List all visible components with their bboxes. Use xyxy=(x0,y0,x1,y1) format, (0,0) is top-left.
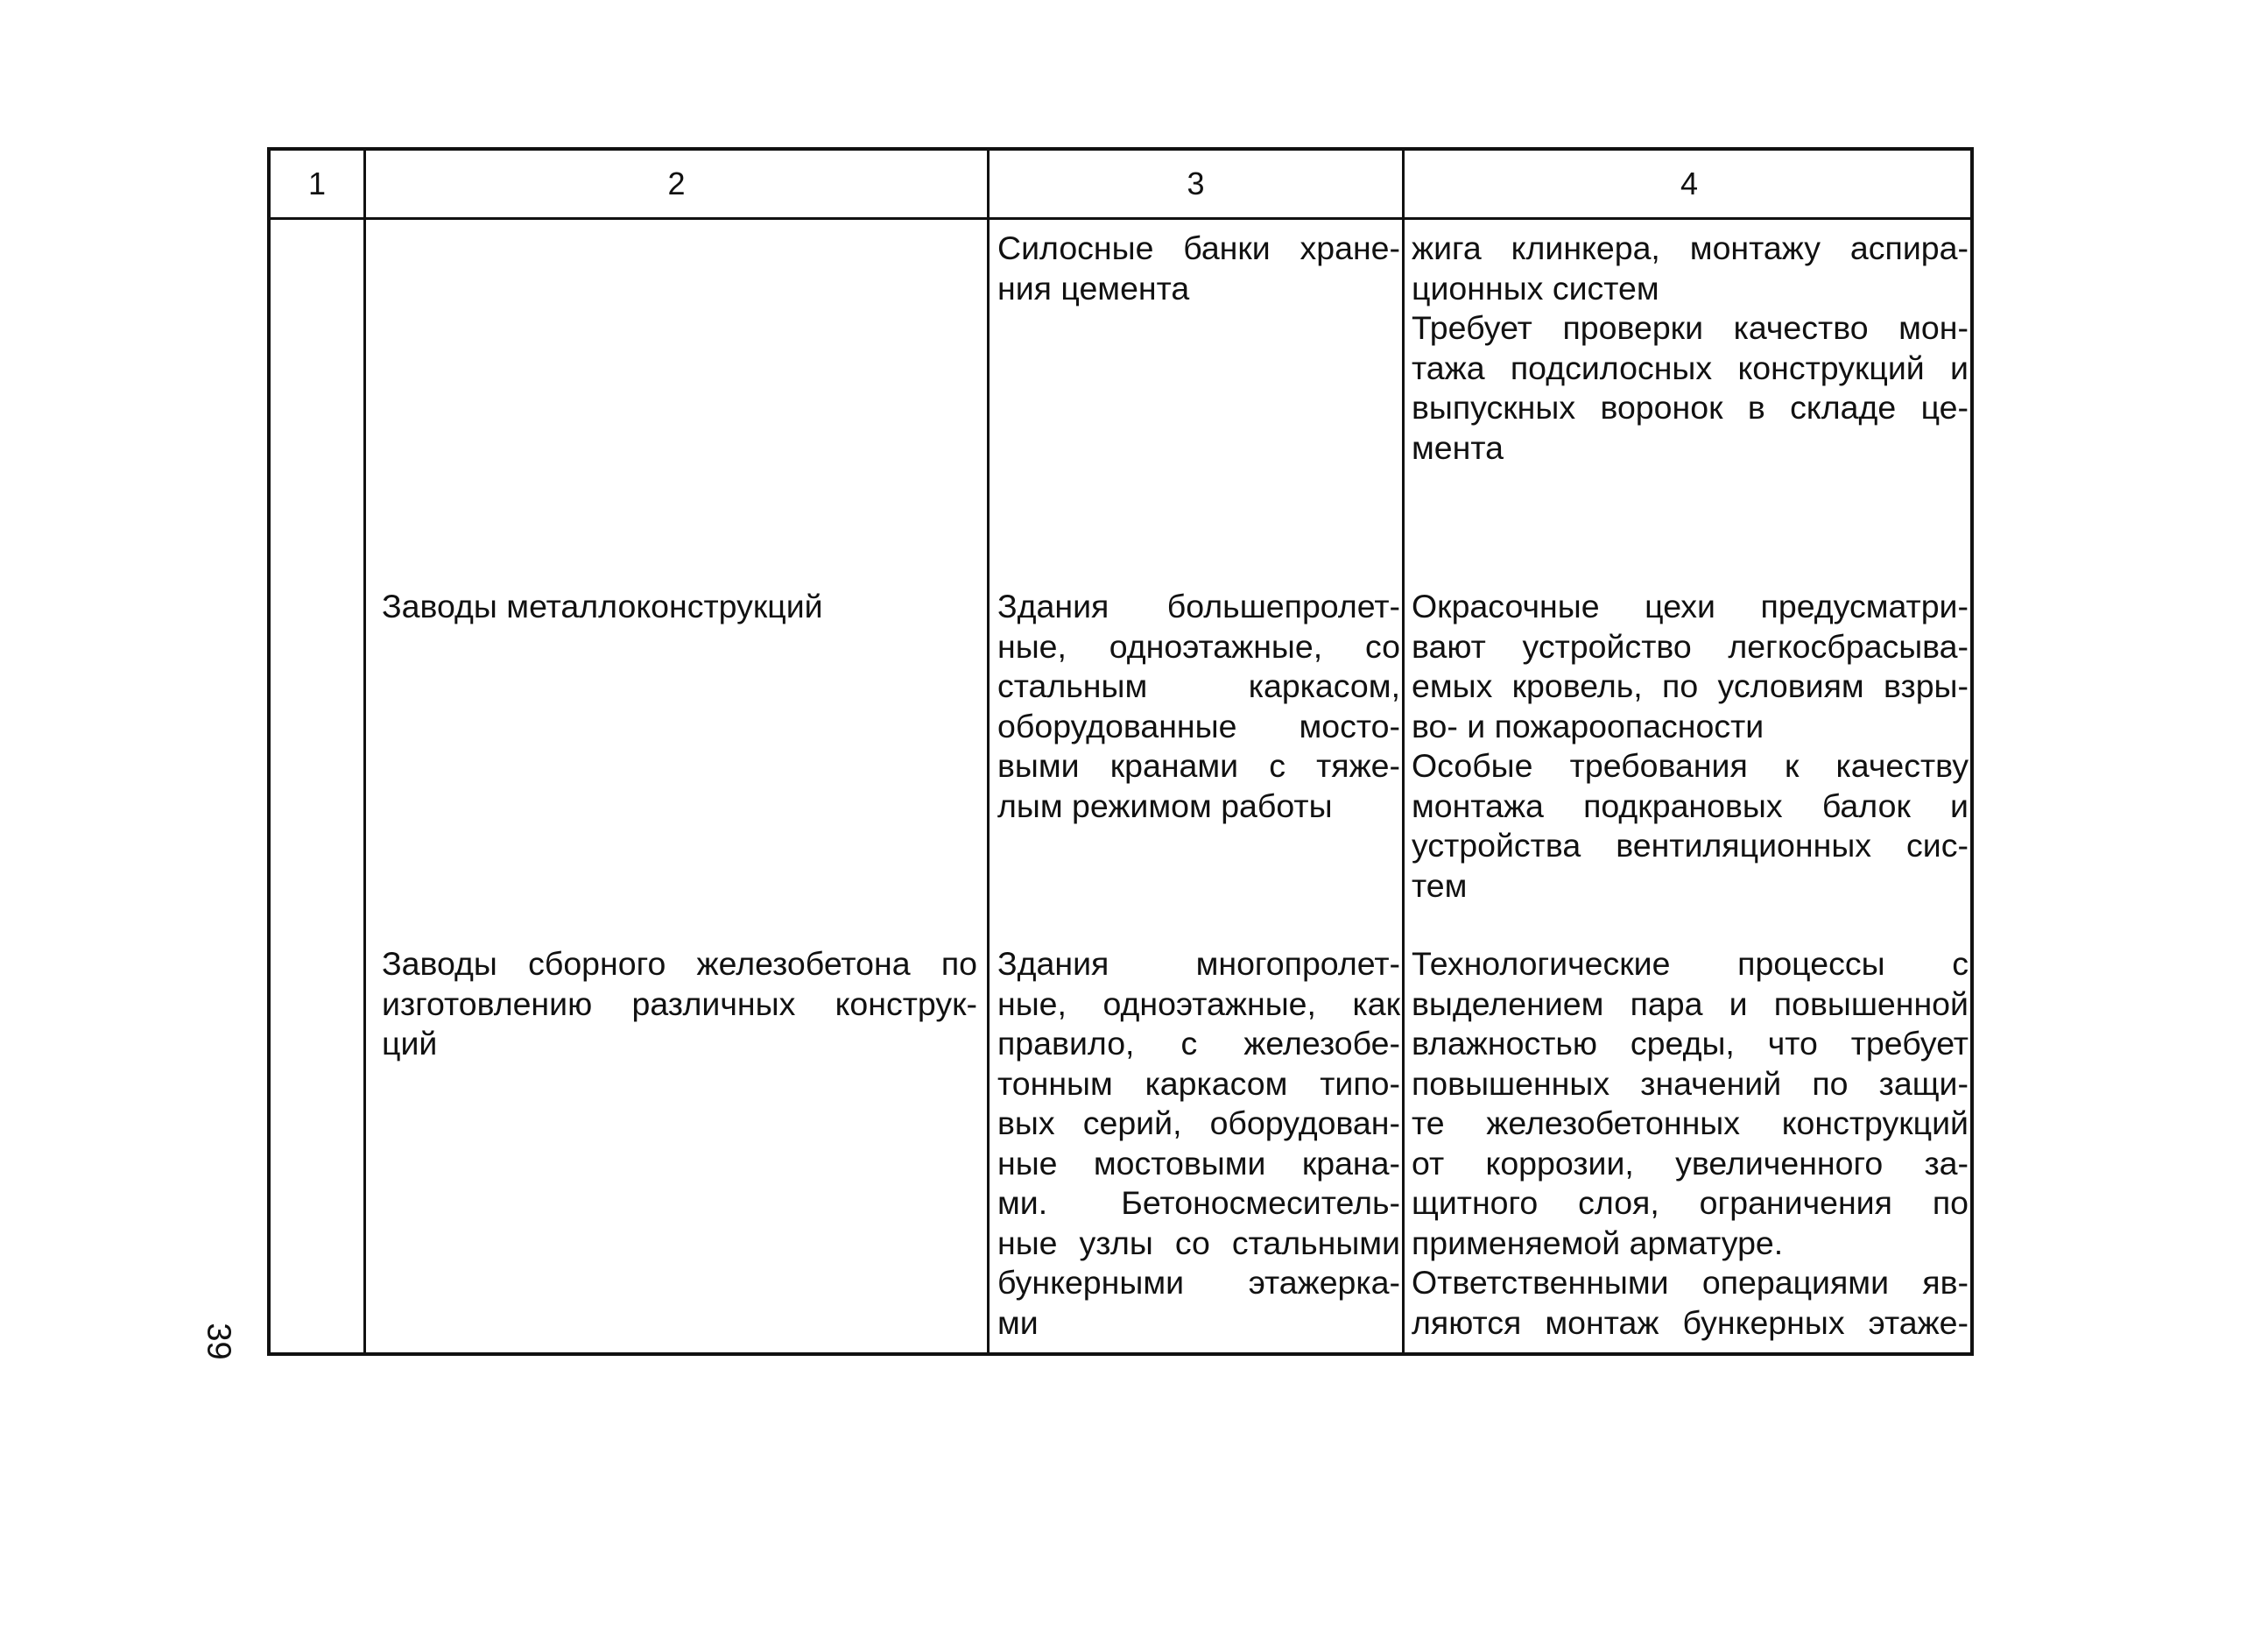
header-cell-1: 1 xyxy=(307,166,327,201)
text-line: Технологические процессы с xyxy=(1412,945,1969,982)
text-line: те железобетонных конструкций xyxy=(1412,1104,1969,1141)
text-line: выми кранами с тяже- xyxy=(997,747,1400,784)
text-line: изготовлению различных конструк- xyxy=(382,984,977,1022)
text-line: ляются монтаж бункерных этаже- xyxy=(1412,1303,1969,1341)
text-line: выпускных воронок в складе це- xyxy=(1412,389,1969,426)
text-line: Заводы сборного железобетона по xyxy=(382,945,977,982)
text-line: Ответственными операциями яв- xyxy=(1412,1264,1969,1301)
text-line: тажа подсилосных конструкций и xyxy=(1412,349,1969,386)
column-divider xyxy=(1402,151,1405,1352)
row2-col2-cell xyxy=(382,587,977,627)
text-line: правило, с железобе- xyxy=(997,1025,1400,1062)
text-line: ционных систем xyxy=(1412,269,1659,307)
text-line: ные узлы со стальными xyxy=(997,1224,1400,1261)
text-line: стальным каркасом, xyxy=(997,667,1400,704)
header-cell-2: 2 xyxy=(667,166,686,201)
text-line: тонным каркасом типо- xyxy=(997,1064,1400,1102)
text-line: Здания большепролет- xyxy=(997,588,1400,624)
text-line: выделением пара и повышенной xyxy=(1412,984,1969,1022)
text-line: тем xyxy=(1412,866,1468,904)
text-line: вых серий, оборудован- xyxy=(997,1104,1400,1141)
header-cell-4: 4 xyxy=(1680,166,1699,201)
row3-col2-cell xyxy=(382,944,977,1064)
text-line: лым режимом работы xyxy=(997,787,1333,824)
data-table xyxy=(267,147,1974,1356)
header-divider xyxy=(271,217,1970,220)
text-line: бункерными этажерка- xyxy=(997,1264,1400,1301)
row2-col3-cell xyxy=(997,587,1400,826)
text-line: ные, одноэтажные, со xyxy=(997,627,1400,665)
text-line: повышенных значений по защи- xyxy=(1412,1064,1969,1102)
text-line: ния цемента xyxy=(997,269,1190,307)
text-line: Заводы металлоконструкций xyxy=(382,588,823,624)
text-line: Силосные банки хране- xyxy=(997,229,1400,266)
text-line: мента xyxy=(1412,428,1504,466)
text-line: от коррозии, увеличенного за- xyxy=(1412,1144,1969,1182)
page-number: 39 xyxy=(200,1323,237,1360)
text-line: ми xyxy=(997,1303,1039,1341)
text-line: Окрасочные цехи предусматри- xyxy=(1412,588,1969,624)
text-line: Здания многопролет- xyxy=(997,945,1400,982)
text-line: влажностью среды, что требует xyxy=(1412,1025,1969,1062)
text-line: ций xyxy=(382,1025,438,1062)
text-line: устройства вентиляционных сис- xyxy=(1412,827,1969,864)
text-line: применяемой арматуре. xyxy=(1412,1224,1784,1261)
column-divider xyxy=(987,151,990,1352)
row1-col4-cell xyxy=(1412,229,1969,468)
text-line: жига клинкера, монтажу аспира- xyxy=(1412,229,1969,266)
text-line: вают устройство легкосбрасыва- xyxy=(1412,627,1969,665)
text-line: щитного слоя, ограничения по xyxy=(1412,1184,1969,1221)
text-line: оборудованные мосто- xyxy=(997,707,1400,744)
column-divider xyxy=(363,151,366,1352)
text-line: монтажа подкрановых балок и xyxy=(1412,787,1969,824)
text-line: Особые требования к качеству xyxy=(1412,747,1969,784)
header-cell-3: 3 xyxy=(1187,166,1205,201)
text-line: ми. Бетоносмеситель- xyxy=(997,1184,1400,1221)
row2-col4-cell xyxy=(1412,587,1969,906)
text-line: во- и пожароопасности xyxy=(1412,707,1764,744)
row3-col4-cell xyxy=(1412,944,1969,1343)
row1-col3-cell xyxy=(997,229,1400,308)
text-line: емых кровель, по условиям взры- xyxy=(1412,667,1969,704)
text-line: ные мостовыми крана- xyxy=(997,1144,1400,1182)
text-line: Требует проверки качество мон- xyxy=(1412,309,1969,346)
row3-col3-cell xyxy=(997,944,1400,1343)
text-line: ные, одноэтажные, как xyxy=(997,984,1400,1022)
